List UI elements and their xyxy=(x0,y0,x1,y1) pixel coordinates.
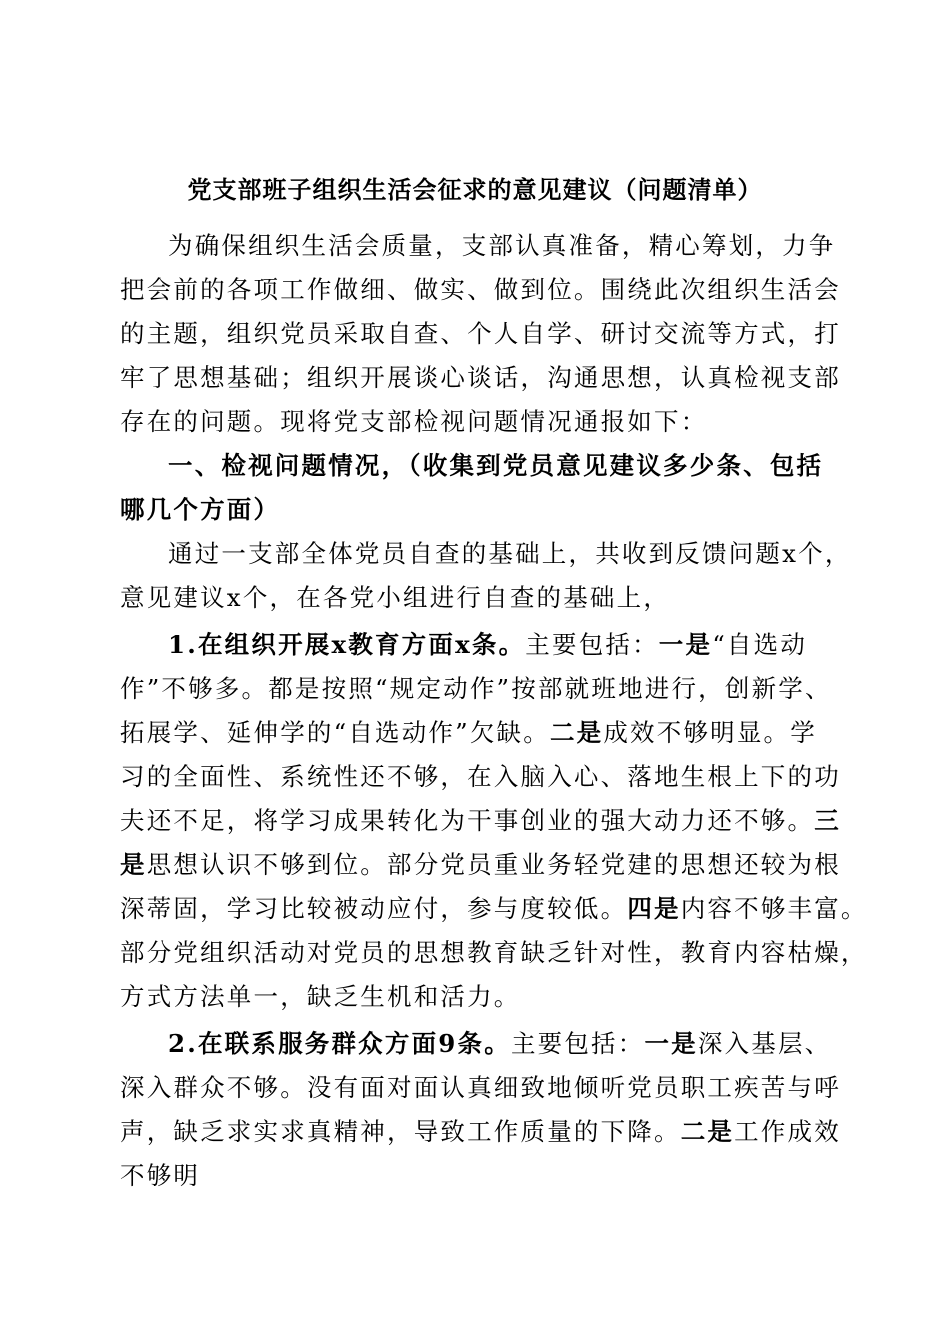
text-run-bold: 1.在组织开展x教育方面x条。 xyxy=(168,630,526,659)
text-run-bold: 2.在联系服务群众方面9条。 xyxy=(168,1029,511,1058)
text-run-bold: 二是 xyxy=(680,1117,735,1146)
text-run: 习的全面性、系统性还不够，在入脑入心、落地生根上下的功 xyxy=(120,762,841,791)
text-run: 深蒂固，学习比较被动应付，参与度较低。 xyxy=(120,894,628,923)
body-line xyxy=(120,316,841,352)
body-line xyxy=(120,803,841,839)
text-run: 的主题，组织党员采取自查、个人自学、研讨交流等方式，打 xyxy=(120,319,841,348)
body-line xyxy=(120,671,832,707)
body-line xyxy=(120,1158,200,1194)
text-run-bold: 四是 xyxy=(627,894,681,923)
body-line xyxy=(120,979,521,1015)
text-run: 拓展学、延伸学的“自选动作”欠缺。 xyxy=(120,718,550,747)
body-line xyxy=(168,536,852,572)
text-run: 一、检视问题情况，（收集到党员意见建议多少条、包括 xyxy=(168,451,824,480)
body-line xyxy=(120,1114,841,1150)
body-line xyxy=(120,891,868,927)
text-run: 主要包括： xyxy=(525,630,659,659)
text-run: “自选动 xyxy=(712,630,808,659)
text-run-bold: 一是 xyxy=(644,1029,698,1058)
text-run: 思想认识不够到位。部分党员重业务轻党建的思想还较为根 xyxy=(146,850,841,879)
text-run: 为确保组织生活会质量，支部认真准备，精心筹划，力争 xyxy=(168,231,836,260)
text-run: 不够明 xyxy=(120,1161,201,1190)
text-run: 主要包括： xyxy=(510,1029,645,1058)
body-line xyxy=(168,228,836,264)
text-run: 部分党组织活动对党员的思想教育缺乏针对性，教育内容枯燥， xyxy=(120,938,868,967)
document-title: 党支部班子组织生活会征求的意见建议（问题清单） xyxy=(187,175,763,204)
text-run: 牢了思想基础；组织开展谈心谈话，沟通思想，认真检视支部 xyxy=(120,363,841,392)
text-run-bold: 二是 xyxy=(549,718,604,747)
text-run: 深入群众不够。没有面对面认真细致地倾听党员职工疾苦与呼 xyxy=(120,1073,841,1102)
text-run-bold: 三 xyxy=(814,806,841,835)
text-run: 通过一支部全体党员自查的基础上，共收到反馈问题x个， xyxy=(168,539,852,568)
body-line xyxy=(120,1070,841,1106)
text-run: 内容不够丰富。 xyxy=(680,894,868,923)
text-run: 方式方法单一，缺乏生机和活力。 xyxy=(120,982,521,1011)
text-run-bold: 是 xyxy=(120,850,147,879)
text-run: 哪几个方面） xyxy=(120,495,281,524)
item-heading-line xyxy=(168,1026,831,1062)
text-run: 把会前的各项工作做细、做实、做到位。围绕此次组织生活会 xyxy=(120,275,841,304)
body-line xyxy=(120,847,841,883)
body-line xyxy=(120,715,817,751)
text-run: 深入基层、 xyxy=(697,1029,832,1058)
text-run: 作”不够多。都是按照“规定动作”按部就班地进行，创新学、 xyxy=(120,674,832,703)
text-run: 声，缺乏求实求真精神，导致工作质量的下降。 xyxy=(120,1117,681,1146)
body-line xyxy=(120,272,841,308)
section-heading-line xyxy=(120,492,280,528)
section-heading-line xyxy=(168,448,823,484)
body-line xyxy=(120,580,670,616)
item-heading-line xyxy=(168,627,807,663)
text-run: 工作成效 xyxy=(734,1117,841,1146)
text-run: 存在的问题。现将党支部检视问题情况通报如下： xyxy=(120,407,708,436)
body-line xyxy=(120,759,841,795)
body-line xyxy=(120,404,707,440)
text-run: 意见建议x个，在各党小组进行自查的基础上， xyxy=(120,583,671,612)
text-run: 成效不够明显。学 xyxy=(603,718,817,747)
text-run-bold: 一是 xyxy=(658,630,713,659)
body-line xyxy=(120,360,841,396)
text-run: 夫还不足，将学习成果转化为干事创业的强大动力还不够。 xyxy=(120,806,815,835)
body-line xyxy=(120,935,868,971)
